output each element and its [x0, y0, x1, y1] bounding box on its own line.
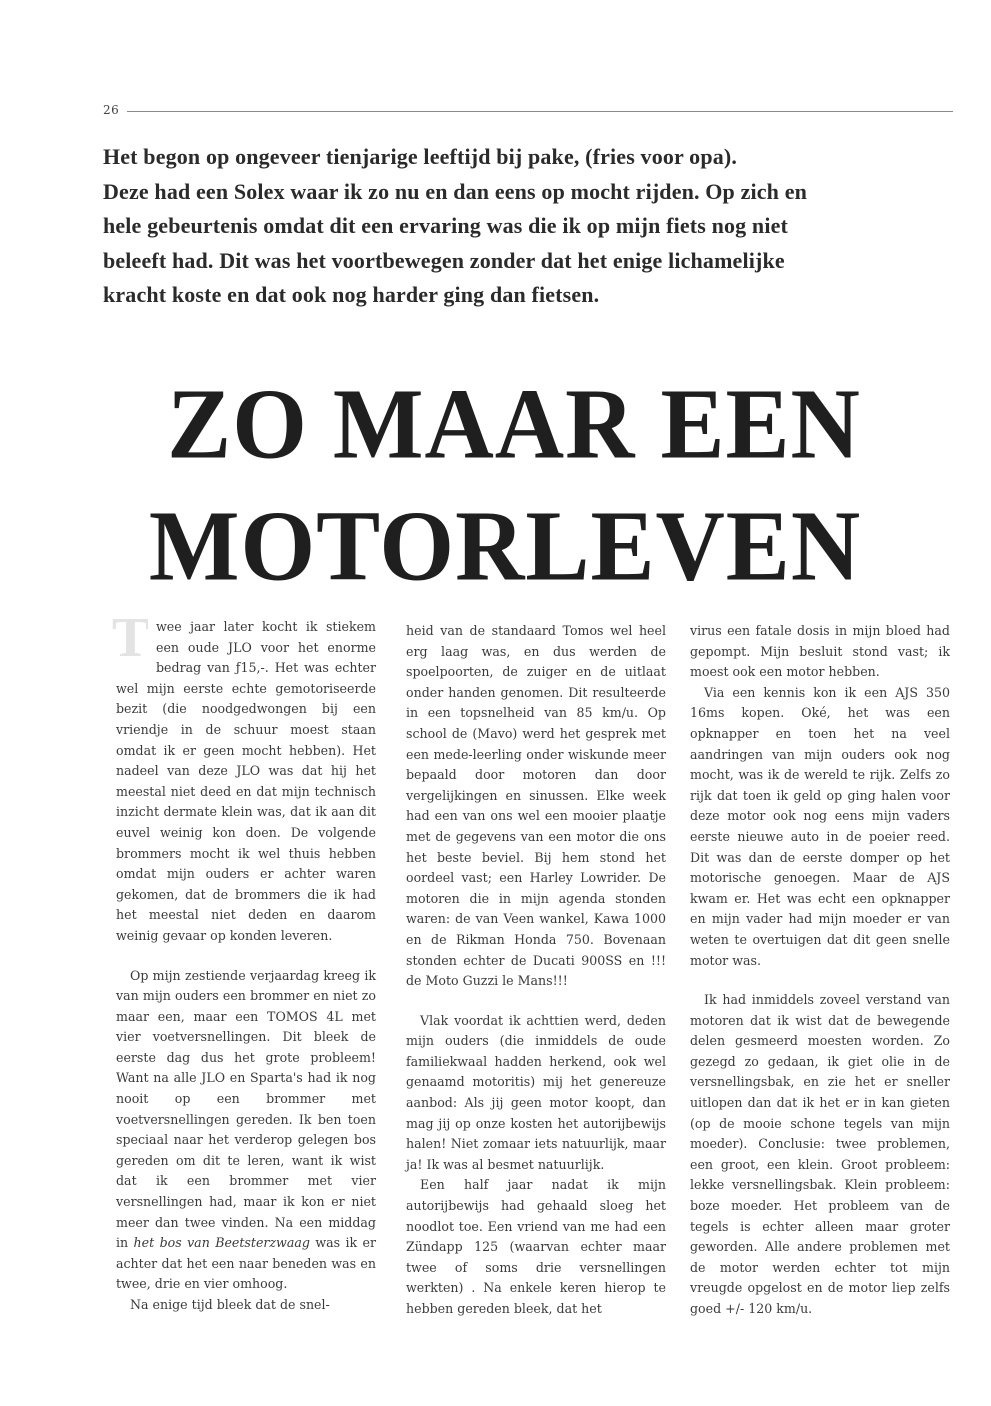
- article-body: [110, 607, 960, 1397]
- page-header: [103, 100, 953, 120]
- paragraph: Een half jaar nadat ik mijn autorijbewijs had gehaald sloeg het noodlot toe. Een vriend van me had een Zündapp 125 (waarvan echter maar twee of soms drie versnellingen werkten) . Na enkele keren hierop te hebben gereden bleek, dat het: [406, 1177, 666, 1316]
- intro-line: beleeft had. Dit was het voortbewegen zonder dat het enige lichamelijke: [103, 247, 785, 273]
- title-line-1: ZO MAAR EEN: [167, 367, 861, 481]
- paragraph: Ik had inmiddels zoveel verstand van motoren dat ik wist dat de bewegende delen gesmeerd moesten worden. Zo gezegd zo gedaan, ik giet olie in de versnellingsbak, en zie het er sneller uitlopen dan dat ik het er in kan gieten (op de mooie schone tegels van mijn moeder). Conclusie: twee problemen, een groot, een klein. Groot probleem: lekke versnellingsbak. Klein probleem: boze moeder. Het probleem van de tegels is echter alleen maar groter geworden. Alle andere problemen met de motor werden echter tot mijn vreugde opgelost en de motor liep zelfs goed +/- 120 km/u.: [690, 992, 950, 1316]
- paragraph: Vlak voordat ik achttien werd, deden mijn ouders (die inmiddels de oude familiekwaal hadden herkend, ook wel genaamd motoritis) mij het genereuze aanbod: Als jij geen motor koopt, dan mag jij op onze kosten het autorijbewijs halen! Niet zomaar iets natuurlijk, maar ja! Ik was al besmet natuurlijk.: [406, 1012, 666, 1172]
- paragraph: Via een kennis kon ik een AJS 350 16ms kopen. Oké, het was een opknapper en toen het na veel aandringen van mijn ouders ook nog mocht, was ik de wereld te rijk. Zelfs zo rijk dat toen ik geld op ging halen voor deze motor ook nog eens mijn vaders eerste nieuwe auto in de poeier reed. Dit was dan de eerste domper op het motorische genoegen. Maar de AJS kwam er. Het was echt een opknapper en mijn vader had mijn moeder er van weten te overtuigen dat dit geen snelle motor was.: [690, 684, 950, 968]
- paragraph: virus een fatale dosis in mijn bloed had gepompt. Mijn besluit stond vast; ik moest ook een motor hebben.: [690, 623, 950, 680]
- column-1: [112, 607, 376, 1316]
- place-name: het bos van Beetsterzwaag: [133, 1235, 310, 1251]
- title-line-2: MOTORLEVEN: [148, 489, 862, 603]
- intro-line: Deze had een Solex waar ik zo nu en dan eens op mocht rijden. Op zich en: [103, 178, 808, 204]
- column-3: [690, 621, 950, 1320]
- intro-line: hele gebeurtenis omdat dit een ervaring was die ik op mijn fiets nog niet: [103, 213, 788, 238]
- intro-line: Het begon op ongeveer tienjarige leeftijd bij pake, (fries voor opa).: [103, 144, 737, 169]
- article-title: [100, 363, 900, 607]
- drop-cap: T: [112, 607, 150, 669]
- paragraph-text: was ik er achter dat het een naar beneden was en twee, drie en vier omhoog.: [116, 1235, 376, 1292]
- paragraph-text: Op mijn zestiende verjaardag kreeg ik van mijn ouders een brommer en niet zo maar een, maar een TOMOS 4L met vier voetversnellingen. Dit bleek de eerste dag dus het grote probleem! Want na alle JLO en Sparta's had ik nog nooit op een brommer met voetversnellingen gereden. Ik ben toen speciaal naar het verderop gelegen bos gereden om dit te leren, want ik wist dat ik een brommer met vier versnellingen had, maar ik kon er niet meer dan twee vinden. Na een middag in: [116, 967, 376, 1251]
- intro-paragraph: [103, 140, 943, 313]
- paragraph: [116, 966, 376, 1296]
- header-rule: [127, 111, 953, 112]
- paragraph: [112, 607, 376, 947]
- column-2: [406, 621, 666, 1320]
- page-number: 26: [103, 103, 120, 117]
- paragraph-text: wee jaar later kocht ik stiekem een oude JLO voor het enorme bedrag van ƒ15,-. Het was echter wel mijn eerste echte gemotoriseerde bezit (die noodgedwongen bij een vriendje in de schuur moest staan omdat ik er geen mocht hebben). Het nadeel van deze JLO was dat hij het meestal niet deed en dat mijn technisch inzicht dermate klein was, dat ik aan dit euvel weinig kon doen. De volgende brommers mocht ik wel thuis hebben omdat mijn ouders er achter waren gekomen, dat de brommers die ik had het meestal niet deden en daarom weinig gevaar op konden leveren.: [116, 619, 376, 943]
- intro-line: kracht koste en dat ook nog harder ging dan fietsen.: [103, 282, 600, 307]
- paragraph: Na enige tijd bleek dat de snel-: [130, 1297, 330, 1312]
- paragraph: heid van de standaard Tomos wel heel erg laag was, en dus werden de spoelpoorten, de zuiger en de uitlaat onder handen genomen. Dit resulteerde in een topsnelheid van 85 km/u. Op school de (Mavo) werd het gesprek met een mede-leerling onder wiskunde meer bepaald door motoren dan door vergelijkingen en sinussen. Elke week had een van ons wel een mooier plaatje met de gegevens van een motor die ons het beste beviel. Bij hem stond het oordeel vast; een Harley Lowrider. De motoren die in mijn agenda stonden waren: de van Veen wankel, Kawa 1000 en de Rikman Honda 750. Bovenaan stonden echter de Ducati 900SS en !!! de Moto Guzzi le Mans!!!: [406, 623, 666, 989]
